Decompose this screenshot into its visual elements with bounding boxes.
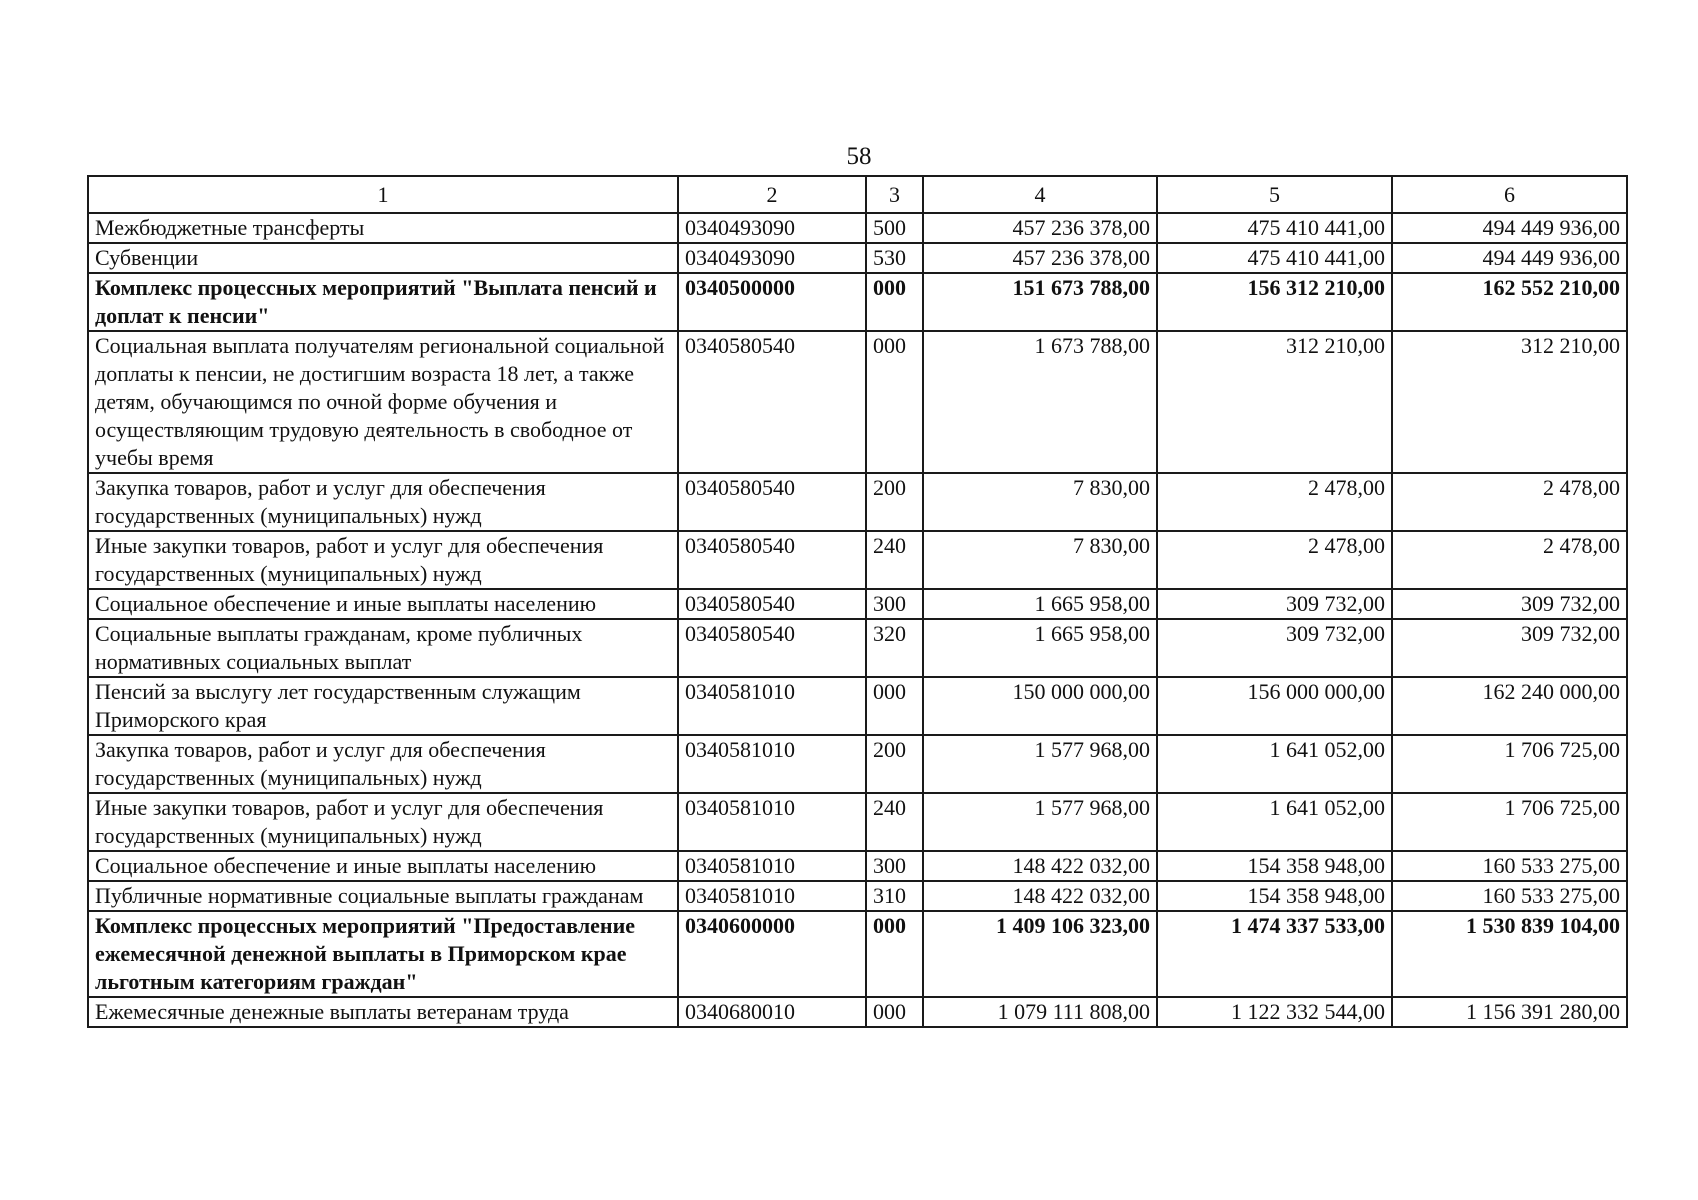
row-value-col4: 457 236 378,00 (923, 213, 1157, 243)
table-row (88, 243, 1627, 273)
table-row (88, 881, 1627, 911)
row-value-col4: 151 673 788,00 (923, 273, 1157, 331)
row-value-col5: 309 732,00 (1157, 619, 1392, 677)
row-code: 0340493090 (678, 243, 866, 273)
row-code: 0340581010 (678, 851, 866, 881)
row-value-col4: 457 236 378,00 (923, 243, 1157, 273)
row-value-col5: 156 000 000,00 (1157, 677, 1392, 735)
row-name: Закупка товаров, работ и услуг для обеспечения государственных (муниципальных) нужд (88, 735, 678, 793)
row-value-col6: 1 706 725,00 (1392, 735, 1627, 793)
row-code: 0340580540 (678, 473, 866, 531)
row-name: Социальное обеспечение и иные выплаты населению (88, 589, 678, 619)
column-header: 1 (88, 176, 678, 213)
row-type: 240 (866, 793, 923, 851)
row-value-col4: 1 665 958,00 (923, 589, 1157, 619)
table-row (88, 735, 1627, 793)
row-code: 0340500000 (678, 273, 866, 331)
row-value-col5: 312 210,00 (1157, 331, 1392, 473)
row-name: Закупка товаров, работ и услуг для обеспечения государственных (муниципальных) нужд (88, 473, 678, 531)
row-value-col4: 1 409 106 323,00 (923, 911, 1157, 997)
row-type: 000 (866, 273, 923, 331)
row-code: 0340581010 (678, 677, 866, 735)
table-row (88, 473, 1627, 531)
row-type: 240 (866, 531, 923, 589)
table-row (88, 997, 1627, 1027)
row-value-col5: 309 732,00 (1157, 589, 1392, 619)
row-code: 0340580540 (678, 531, 866, 589)
row-name: Социальное обеспечение и иные выплаты населению (88, 851, 678, 881)
row-code: 0340581010 (678, 881, 866, 911)
table-row (88, 851, 1627, 881)
row-value-col5: 156 312 210,00 (1157, 273, 1392, 331)
column-header: 2 (678, 176, 866, 213)
table-row (88, 331, 1627, 473)
row-code: 0340580540 (678, 589, 866, 619)
row-code: 0340493090 (678, 213, 866, 243)
row-type: 500 (866, 213, 923, 243)
table-row (88, 531, 1627, 589)
row-value-col4: 7 830,00 (923, 531, 1157, 589)
row-name: Социальная выплата получателям региональной социальной доплаты к пенсии, не достигшим возраста 18 лет, а также детям, обучающимся по очной форме обучения и осуществляющим трудовую деятельность в свободное от учебы время (88, 331, 678, 473)
row-type: 300 (866, 851, 923, 881)
row-value-col6: 2 478,00 (1392, 473, 1627, 531)
row-value-col5: 154 358 948,00 (1157, 881, 1392, 911)
table-row (88, 619, 1627, 677)
row-value-col6: 494 449 936,00 (1392, 243, 1627, 273)
row-type: 000 (866, 677, 923, 735)
table-header (88, 176, 1627, 213)
row-name: Пенсий за выслугу лет государственным служащим Приморского края (88, 677, 678, 735)
row-type: 200 (866, 473, 923, 531)
row-name: Субвенции (88, 243, 678, 273)
row-name: Социальные выплаты гражданам, кроме публичных нормативных социальных выплат (88, 619, 678, 677)
column-header: 3 (866, 176, 923, 213)
row-value-col6: 162 240 000,00 (1392, 677, 1627, 735)
row-name: Межбюджетные трансферты (88, 213, 678, 243)
row-value-col6: 494 449 936,00 (1392, 213, 1627, 243)
row-value-col5: 1 474 337 533,00 (1157, 911, 1392, 997)
table-row (88, 677, 1627, 735)
column-header: 5 (1157, 176, 1392, 213)
row-type: 200 (866, 735, 923, 793)
row-value-col5: 1 122 332 544,00 (1157, 997, 1392, 1027)
row-value-col5: 1 641 052,00 (1157, 793, 1392, 851)
row-value-col6: 1 530 839 104,00 (1392, 911, 1627, 997)
page-number: 58 (846, 143, 872, 170)
row-code: 0340600000 (678, 911, 866, 997)
row-value-col4: 1 577 968,00 (923, 793, 1157, 851)
row-name: Ежемесячные денежные выплаты ветеранам труда (88, 997, 678, 1027)
table-row (88, 793, 1627, 851)
header-row (88, 176, 1627, 213)
table-row (88, 589, 1627, 619)
row-value-col4: 7 830,00 (923, 473, 1157, 531)
row-type: 000 (866, 997, 923, 1027)
row-value-col6: 1 706 725,00 (1392, 793, 1627, 851)
row-name: Комплекс процессных мероприятий "Выплата пенсий и доплат к пенсии" (88, 273, 678, 331)
row-value-col4: 150 000 000,00 (923, 677, 1157, 735)
row-code: 0340680010 (678, 997, 866, 1027)
row-value-col4: 148 422 032,00 (923, 881, 1157, 911)
row-value-col5: 475 410 441,00 (1157, 213, 1392, 243)
row-value-col5: 2 478,00 (1157, 473, 1392, 531)
row-code: 0340580540 (678, 331, 866, 473)
row-type: 530 (866, 243, 923, 273)
row-value-col6: 309 732,00 (1392, 589, 1627, 619)
row-value-col6: 162 552 210,00 (1392, 273, 1627, 331)
row-type: 000 (866, 331, 923, 473)
table-row (88, 213, 1627, 243)
row-type: 310 (866, 881, 923, 911)
budget-table (87, 175, 1628, 1028)
row-value-col4: 1 665 958,00 (923, 619, 1157, 677)
table-row (88, 273, 1627, 331)
row-name: Публичные нормативные социальные выплаты гражданам (88, 881, 678, 911)
row-value-col4: 1 673 788,00 (923, 331, 1157, 473)
row-name: Иные закупки товаров, работ и услуг для обеспечения государственных (муниципальных) нужд (88, 531, 678, 589)
table-row (88, 911, 1627, 997)
row-value-col5: 475 410 441,00 (1157, 243, 1392, 273)
row-name: Комплекс процессных мероприятий "Предоставление ежемесячной денежной выплаты в Приморском крае льготным категориям граждан" (88, 911, 678, 997)
row-value-col5: 154 358 948,00 (1157, 851, 1392, 881)
row-value-col6: 312 210,00 (1392, 331, 1627, 473)
row-name: Иные закупки товаров, работ и услуг для обеспечения государственных (муниципальных) нужд (88, 793, 678, 851)
row-value-col4: 1 079 111 808,00 (923, 997, 1157, 1027)
row-value-col6: 160 533 275,00 (1392, 851, 1627, 881)
row-value-col6: 160 533 275,00 (1392, 881, 1627, 911)
row-code: 0340581010 (678, 793, 866, 851)
row-value-col5: 2 478,00 (1157, 531, 1392, 589)
column-header: 4 (923, 176, 1157, 213)
row-type: 000 (866, 911, 923, 997)
row-code: 0340581010 (678, 735, 866, 793)
table-body (88, 213, 1627, 1027)
row-code: 0340580540 (678, 619, 866, 677)
column-header: 6 (1392, 176, 1627, 213)
row-value-col4: 148 422 032,00 (923, 851, 1157, 881)
row-type: 300 (866, 589, 923, 619)
row-value-col5: 1 641 052,00 (1157, 735, 1392, 793)
row-value-col4: 1 577 968,00 (923, 735, 1157, 793)
row-value-col6: 2 478,00 (1392, 531, 1627, 589)
row-value-col6: 1 156 391 280,00 (1392, 997, 1627, 1027)
row-type: 320 (866, 619, 923, 677)
row-value-col6: 309 732,00 (1392, 619, 1627, 677)
